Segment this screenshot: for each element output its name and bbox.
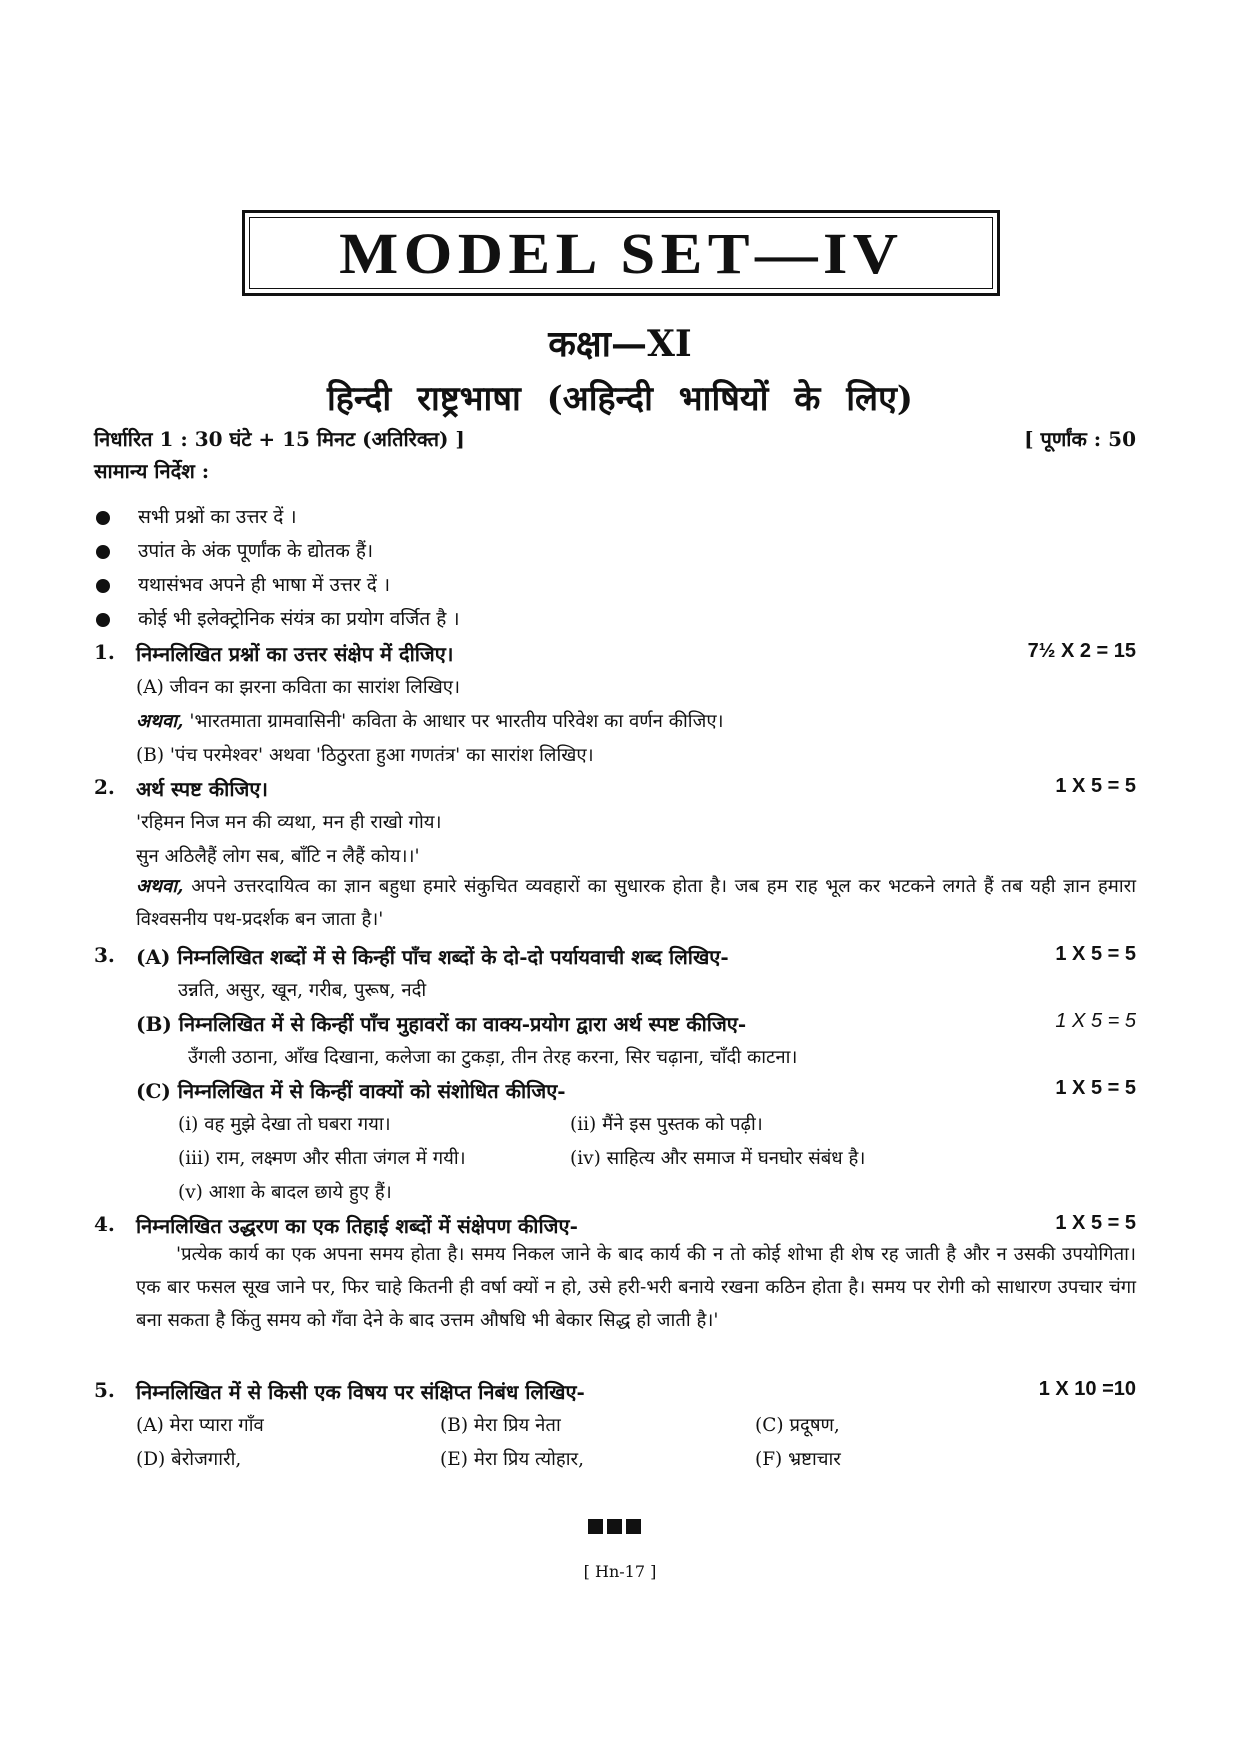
essay-option-f: (F) भ्रष्टाचार [755, 1449, 841, 1470]
instruction-item: कोई भी इलेक्ट्रोनिक संयंत्र का प्रयोग वर्जित है । [96, 605, 460, 631]
question-3-number: 3. [94, 943, 115, 967]
question-3b-marks: 1 X 5 = 5 [1055, 1010, 1136, 1032]
question-2-verse-line-1: 'रहिमन निज मन की व्यथा, मन ही राखो गोय। [136, 812, 442, 833]
question-3a-heading: (A) निम्नलिखित शब्दों में से किन्हीं पाँच शब्दों के दो-दो पर्यायवाची शब्द लिखिए- [136, 945, 729, 969]
page-title: MODEL SET—IV [338, 220, 904, 286]
question-3c-heading: (C) निम्नलिखित में से किन्हीं वाक्यों को संशोधित कीजिए- [136, 1079, 566, 1103]
question-1-marks: 7½ X 2 = 15 [1027, 640, 1136, 662]
question-3c-sentence-ii: (ii) मैंने इस पुस्तक को पढ़ी। [570, 1114, 763, 1135]
question-1-number: 1. [94, 640, 115, 664]
essay-option-a: (A) मेरा प्यारा गाँव [136, 1415, 264, 1436]
subject-heading: हिन्दी राष्ट्रभाषा (अहिन्दी भाषियों के लिए) [327, 379, 913, 419]
title-box [242, 210, 1000, 296]
bullet-icon [96, 613, 110, 627]
question-4-marks: 1 X 5 = 5 [1055, 1212, 1136, 1234]
question-1-heading: निम्नलिखित प्रश्नों का उत्तर संक्षेप में दीजिए। [136, 642, 454, 666]
class-heading: कक्षा—XI [548, 323, 692, 365]
question-4-passage: 'प्रत्येक कार्य का एक अपना समय होता है। समय निकल जाने के बाद कार्य की न तो कोई शोभा ही शेष रह जाती है और न उसकी उपयोगिता। एक बार फसल सूख जाने पर, फिर चाहे कितनी ही वर्षा क्यों न हो, उसे हरी-भरी बनाये रखना कठिन होता है। समय पर रोगी को साधारण उपचार चंगा बना सकता है किंतु समय को गँवा देने के बाद उत्तम औषधि भी बेकार सिद्ध हो जाती है।' [136, 1244, 1136, 1331]
question-3b-idioms: उँगली उठाना, आँख दिखाना, कलेजा का टुकड़ा, तीन तेरह करना, सिर चढ़ाना, चाँदी काटना। [188, 1047, 798, 1068]
bullet-icon [96, 545, 110, 559]
instruction-item: उपांत के अंक पूर्णांक के द्योतक हैं। [96, 537, 373, 563]
question-4-number: 4. [94, 1212, 115, 1236]
question-1a: (A) जीवन का झरना कविता का सारांश लिखिए। [136, 677, 461, 698]
instruction-item: यथासंभव अपने ही भाषा में उत्तर दें । [96, 571, 390, 597]
question-3c-sentence-iv: (iv) साहित्य और समाज में घनघोर संबंध है। [570, 1148, 866, 1169]
question-5-heading: निम्नलिखित में से किसी एक विषय पर संक्षिप्त निबंध लिखिए- [136, 1380, 585, 1404]
square-icon [588, 1519, 603, 1534]
instruction-item: सभी प्रश्नों का उत्तर दें । [96, 503, 297, 529]
square-icon [626, 1519, 641, 1534]
full-marks: [ पूर्णांक : 50 [1024, 427, 1136, 451]
question-2-alternative: अथवा, अपने उत्तरदायित्व का ज्ञान बहुधा हमारे संकुचित व्यवहारों का सुधारक होता है। जब हम राह भूल कर भटकने लगते हैं तब यही ज्ञान हमारा विश्वसनीय पथ-प्रदर्शक बन जाता है।' [136, 876, 1136, 930]
question-1b: (B) 'पंच परमेश्वर' अथवा 'ठिठुरता हुआ गणतंत्र' का सारांश लिखिए। [136, 745, 594, 766]
essay-option-d: (D) बेरोजगारी, [136, 1449, 242, 1470]
essay-option-e: (E) मेरा प्रिय त्योहार, [440, 1449, 584, 1470]
question-3a-marks: 1 X 5 = 5 [1055, 943, 1136, 965]
question-2-heading: अर्थ स्पष्ट कीजिए। [136, 777, 269, 801]
question-3c-sentence-i: (i) वह मुझे देखा तो घबरा गया। [178, 1114, 391, 1135]
question-2-verse-line-2: सुन अठिलैहैं लोग सब, बाँटि न लैहैं कोय।।' [136, 846, 420, 867]
question-2-number: 2. [94, 775, 115, 799]
instructions-heading: सामान्य निर्देश : [94, 459, 210, 483]
page-number: [ Hn-17 ] [583, 1562, 657, 1581]
question-3b-heading: (B) निम्नलिखित में से किन्हीं पाँच मुहावरों का वाक्य-प्रयोग द्वारा अर्थ स्पष्ट कीजिए- [136, 1012, 747, 1036]
question-3a-words: उन्नति, असुर, खून, गरीब, पुरूष, नदी [178, 980, 427, 1001]
question-3c-sentence-v: (v) आशा के बादल छाये हुए हैं। [178, 1182, 392, 1203]
end-of-paper-mark [588, 1519, 641, 1534]
essay-option-c: (C) प्रदूषण, [755, 1415, 840, 1436]
square-icon [607, 1519, 622, 1534]
bullet-icon [96, 579, 110, 593]
question-5-number: 5. [94, 1378, 115, 1402]
question-4-heading: निम्नलिखित उद्धरण का एक तिहाई शब्दों में संक्षेपण कीजिए- [136, 1214, 578, 1238]
question-3c-marks: 1 X 5 = 5 [1055, 1077, 1136, 1099]
question-5-marks: 1 X 10 =10 [1038, 1378, 1136, 1400]
question-3c-sentence-iii: (iii) राम, लक्ष्मण और सीता जंगल में गयी। [178, 1148, 466, 1169]
question-2-marks: 1 X 5 = 5 [1055, 775, 1136, 797]
essay-option-b: (B) मेरा प्रिय नेता [440, 1415, 561, 1436]
bullet-icon [96, 511, 110, 525]
question-1-alternative: अथवा, 'भारतमाता ग्रामवासिनी' कविता के आधार पर भारतीय परिवेश का वर्णन कीजिए। [136, 711, 724, 732]
time-allowed: निर्धारित 1 : 30 घंटे + 15 मिनट (अतिरिक्त) ] [94, 427, 465, 451]
